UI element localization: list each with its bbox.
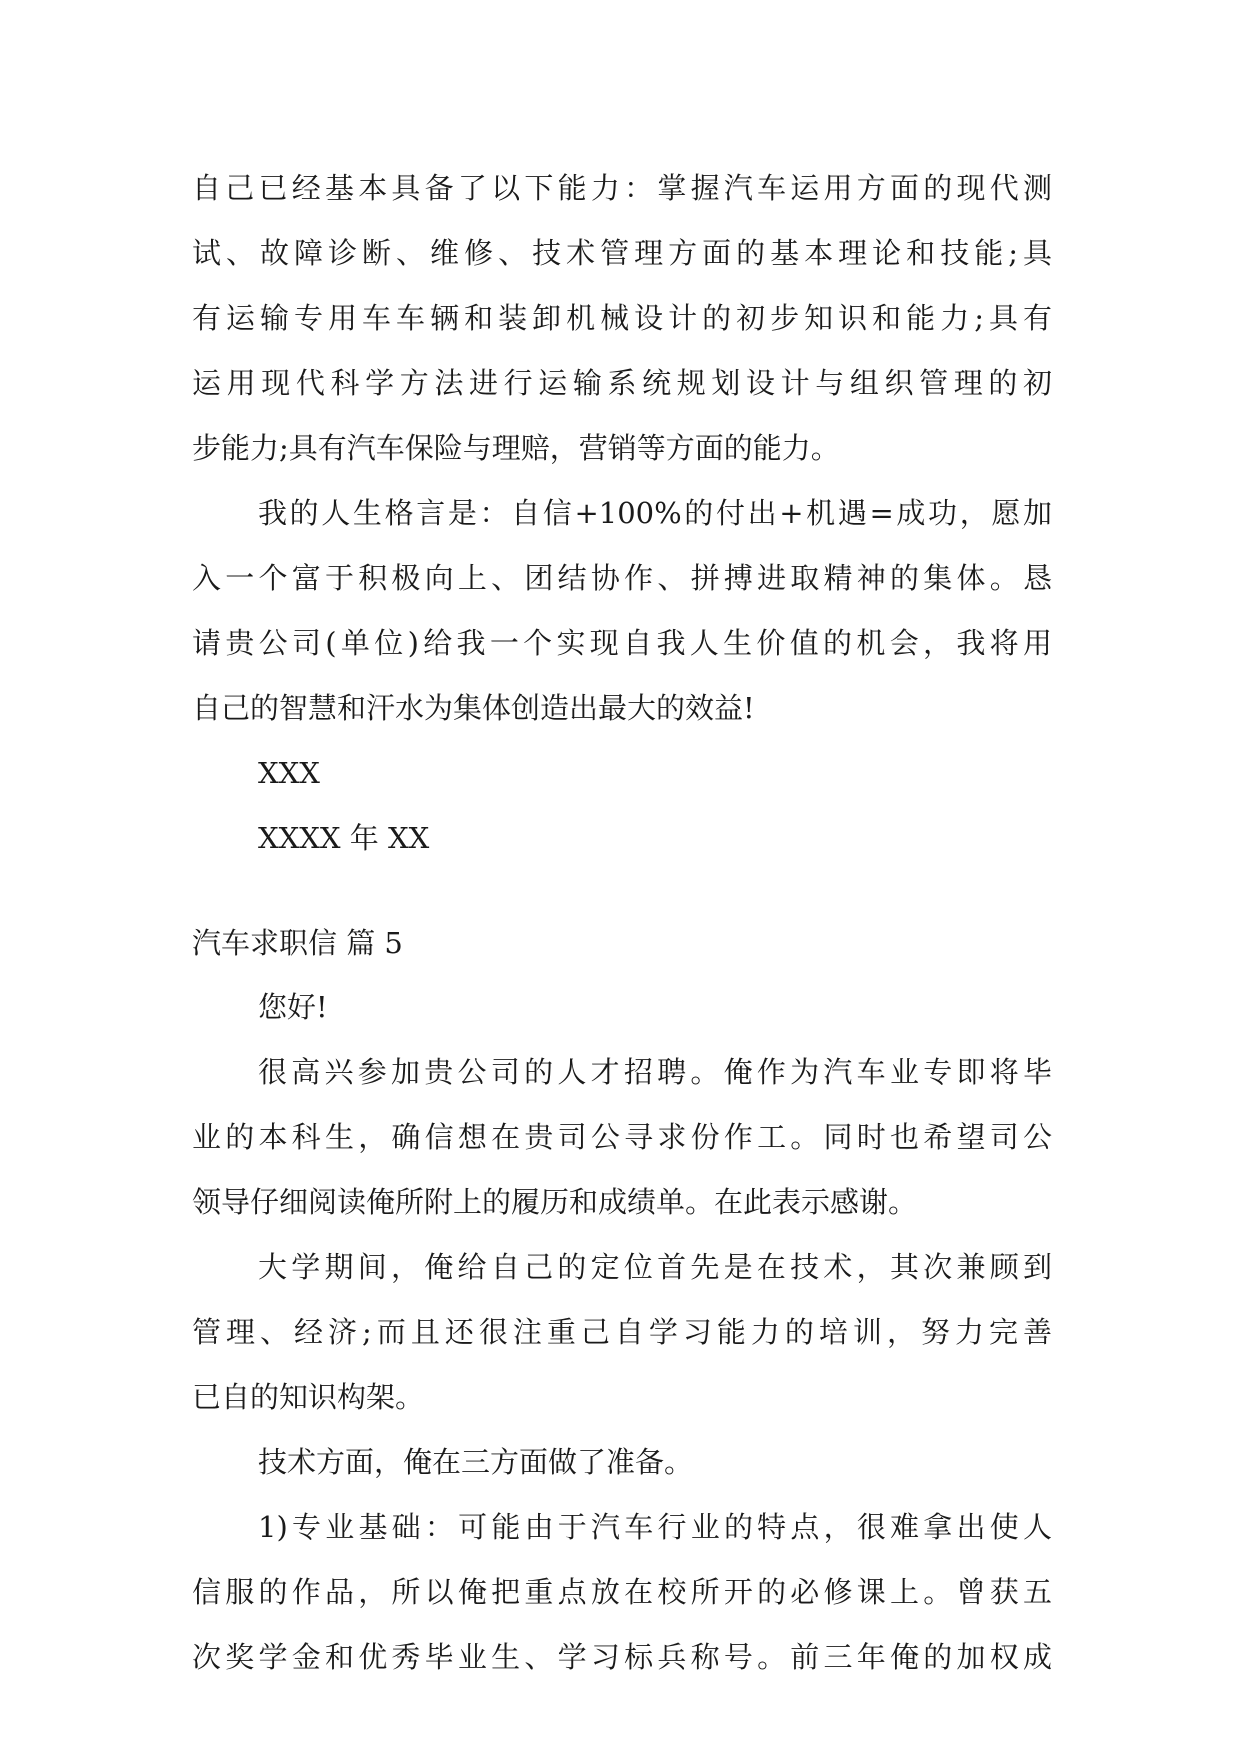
- paragraph-line: 我的人生格言是：自信+100%的付出+机遇=成功，愿加: [258, 496, 1052, 530]
- greeting: 您好!: [258, 990, 328, 1024]
- paragraph-line: 领导仔细阅读俺所附上的履历和成绩单。在此表示感谢。: [192, 1185, 918, 1219]
- paragraph-line: 业的本科生，确信想在贵司公寻求份作工。同时也希望司公: [192, 1120, 1052, 1154]
- paragraph-line: 技术方面，俺在三方面做了准备。: [258, 1445, 694, 1479]
- paragraph-line: 很高兴参加贵公司的人才招聘。俺作为汽车业专即将毕: [258, 1055, 1052, 1089]
- paragraph-line: 1)专业基础：可能由于汽车行业的特点，很难拿出使人: [258, 1510, 1052, 1544]
- paragraph-line: 已自的知识构架。: [192, 1380, 425, 1414]
- paragraph-line: 入一个富于积极向上、团结协作、拼搏进取精神的集体。恳: [192, 561, 1052, 595]
- paragraph-line: 自己的智慧和汗水为集体创造出最大的效益!: [192, 691, 755, 725]
- paragraph-line: 自己已经基本具备了以下能力：掌握汽车运用方面的现代测: [192, 171, 1052, 205]
- paragraph-line: 请贵公司(单位)给我一个实现自我人生价值的机会，我将用: [192, 626, 1052, 660]
- signature-date: XXXX 年 XX: [258, 821, 430, 855]
- paragraph-line: 步能力;具有汽车保险与理赔，营销等方面的能力。: [192, 431, 840, 465]
- paragraph-line: 次奖学金和优秀毕业生、学习标兵称号。前三年俺的加权成: [192, 1640, 1052, 1674]
- paragraph-line: 管理、经济;而且还很注重己自学习能力的培训，努力完善: [192, 1315, 1052, 1349]
- signature-name: XXX: [258, 756, 320, 790]
- paragraph-line: 有运输专用车车辆和装卸机械设计的初步知识和能力;具有: [192, 301, 1052, 335]
- paragraph-line: 运用现代科学方法进行运输系统规划设计与组织管理的初: [192, 366, 1052, 400]
- paragraph-line: 信服的作品，所以俺把重点放在校所开的必修课上。曾获五: [192, 1575, 1052, 1609]
- paragraph-line: 大学期间，俺给自己的定位首先是在技术，其次兼顾到: [258, 1250, 1052, 1284]
- section-heading: 汽车求职信 篇 5: [192, 926, 403, 960]
- paragraph-line: 试、故障诊断、维修、技术管理方面的基本理论和技能;具: [192, 236, 1052, 270]
